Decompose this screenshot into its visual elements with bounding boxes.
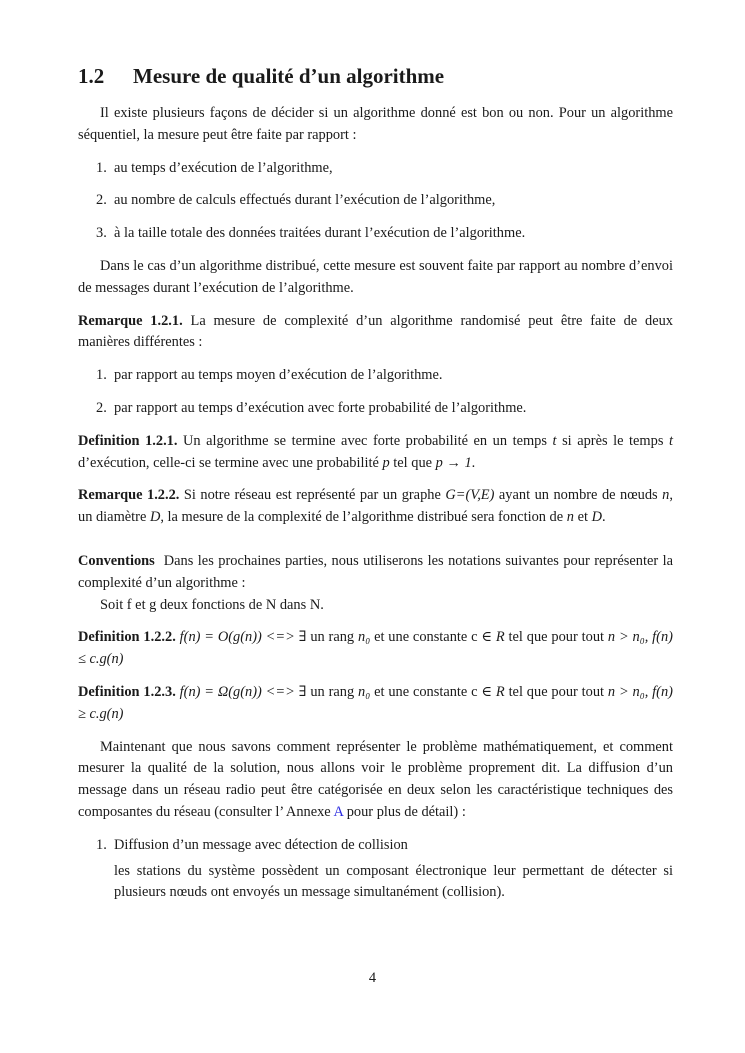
math-p: p: [382, 454, 390, 471]
remark-2-text: , la mesure de la complexité de l’algorithme distribué sera fonction de: [160, 509, 564, 526]
definition-1: [78, 431, 673, 475]
list-item-detail: les stations du système possèdent un composant électronique leur permettant de détecter si plusieurs nœuds ont envoyés un message simultanément (collision).: [114, 862, 673, 901]
math-n: n: [662, 487, 670, 504]
math-n: n: [566, 509, 574, 526]
definition-2-text: tel que pour tout: [508, 629, 605, 646]
list-marker: 2.: [96, 192, 107, 209]
measure-list: [78, 158, 673, 245]
remark-2-text: , un diamètre: [78, 487, 673, 526]
math-condition: n > n₀, f(n) ≤ c.g(n): [78, 629, 673, 668]
list-marker: 1.: [96, 367, 107, 384]
definition-2-label: Definition 1.2.2.: [78, 629, 176, 646]
list-item-text: par rapport au temps moyen d’exécution de l’algorithme.: [114, 367, 443, 384]
remark-2: [78, 485, 673, 529]
remark-2-text: et: [577, 509, 588, 526]
list-marker: 2.: [96, 399, 107, 416]
definition-1-text: si après le temps: [562, 432, 664, 449]
math-formula: f(n) = O(g(n)) <=> ∃: [179, 629, 307, 646]
definition-1-label: Definition 1.2.1.: [78, 432, 178, 449]
definition-2-text: et une constante c ∈: [374, 629, 493, 646]
definition-2-text: un rang: [310, 629, 355, 646]
distributed-paragraph: Dans le cas d’un algorithme distribué, cette mesure est souvent faite par rapport au nombre d’envoi de messages durant l’exécution de l’algorithme.: [78, 257, 673, 296]
definition-1-text: Un algorithme se termine avec forte probabilité en un temps: [183, 432, 547, 449]
list-item-text: au nombre de calculs effectués durant l’exécution de l’algorithme,: [114, 192, 496, 209]
conventions-sub: Soit f et g deux fonctions de N dans N.: [100, 596, 324, 613]
list-marker: 3.: [96, 225, 107, 242]
annex-link[interactable]: A: [333, 803, 344, 820]
intro-paragraph: Il existe plusieurs façons de décider si un algorithme donné est bon ou non. Pour un algorithme séquentiel, la mesure peut être faite par rapport :: [78, 105, 673, 143]
conventions-text: Dans les prochaines parties, nous utiliserons les notations suivantes pour représenter la complexité d’un algorithme :: [78, 552, 673, 591]
list-marker: 1.: [96, 159, 107, 176]
math-t: t: [552, 432, 557, 449]
definition-1-text: d’exécution, celle-ci se termine avec une probabilité: [78, 454, 379, 471]
definition-2: [78, 627, 673, 671]
math-limit: p → 1: [435, 454, 472, 471]
remark-2-end: .: [601, 509, 606, 526]
list-item: [78, 223, 673, 245]
math-n0: n₀: [358, 629, 371, 646]
math-r: R: [495, 683, 505, 700]
diffusion-paragraph: [78, 737, 673, 824]
list-item-text: à la taille totale des données traitées durant l’exécution de l’algorithme.: [114, 225, 526, 242]
math-d: D: [149, 509, 161, 526]
diffusion-list: [78, 835, 673, 904]
remark-2-text: ayant un nombre de nœuds: [498, 487, 658, 504]
list-marker: 1.: [96, 836, 107, 853]
definition-3-text: et une constante c ∈: [374, 683, 493, 700]
remark-1-text: La mesure de complexité d’un algorithme randomisé peut être faite de deux manières différentes :: [78, 312, 673, 351]
conventions-paragraph: [78, 551, 673, 595]
diffusion-end: pour plus de détail) :: [346, 803, 466, 820]
diffusion-text: Maintenant que nous savons comment représenter le problème mathématiquement, et comment mesurer la qualité de la solution, nous allons voir le problème proprement dit. La diffusion d’un message dans un réseau radio peut être catégorisée en deux selon les caractéristique techniques des composantes du réseau (consulter l’ Annexe: [78, 738, 673, 820]
section-title: Mesure de qualité d’un algorithme: [133, 64, 445, 88]
list-item: [78, 158, 673, 180]
conventions-label: Conventions: [78, 552, 155, 569]
math-formula: f(n) = Ω(g(n)) <=> ∃: [179, 683, 307, 700]
math-d: D: [591, 509, 602, 526]
definition-3-text: un rang: [310, 683, 355, 700]
section-number: 1.2: [78, 64, 105, 88]
math-t: t: [668, 432, 673, 449]
remark-1-label: Remarque 1.2.1.: [78, 312, 183, 329]
list-item: [78, 365, 673, 387]
page-content: [78, 62, 673, 915]
list-item: [78, 398, 673, 420]
definition-3-text: tel que pour tout: [508, 683, 605, 700]
math-graph: G=(V,E): [445, 487, 495, 504]
remark-2-label: Remarque 1.2.2.: [78, 487, 180, 504]
definition-1-text: tel que: [393, 454, 433, 471]
list-item-text: par rapport au temps d’exécution avec forte probabilité de l’algorithme.: [114, 399, 527, 416]
math-n0: n₀: [358, 683, 371, 700]
math-r: R: [495, 629, 505, 646]
remark-2-text: Si notre réseau est représenté par un graphe: [183, 487, 441, 504]
definition-3-label: Definition 1.2.3.: [78, 683, 176, 700]
section-heading: [78, 62, 673, 90]
definition-1-end: .: [471, 454, 476, 471]
list-item-title: Diffusion d’un message avec détection de collision: [114, 836, 408, 853]
page-number: 4: [368, 970, 377, 986]
list-item: [78, 190, 673, 212]
randomized-list: [78, 365, 673, 420]
definition-3: [78, 682, 673, 726]
list-item: [78, 835, 673, 904]
math-condition: n > n₀, f(n) ≥ c.g(n): [78, 683, 673, 722]
list-item-text: au temps d’exécution de l’algorithme,: [114, 159, 333, 176]
remark-1: [78, 311, 673, 355]
